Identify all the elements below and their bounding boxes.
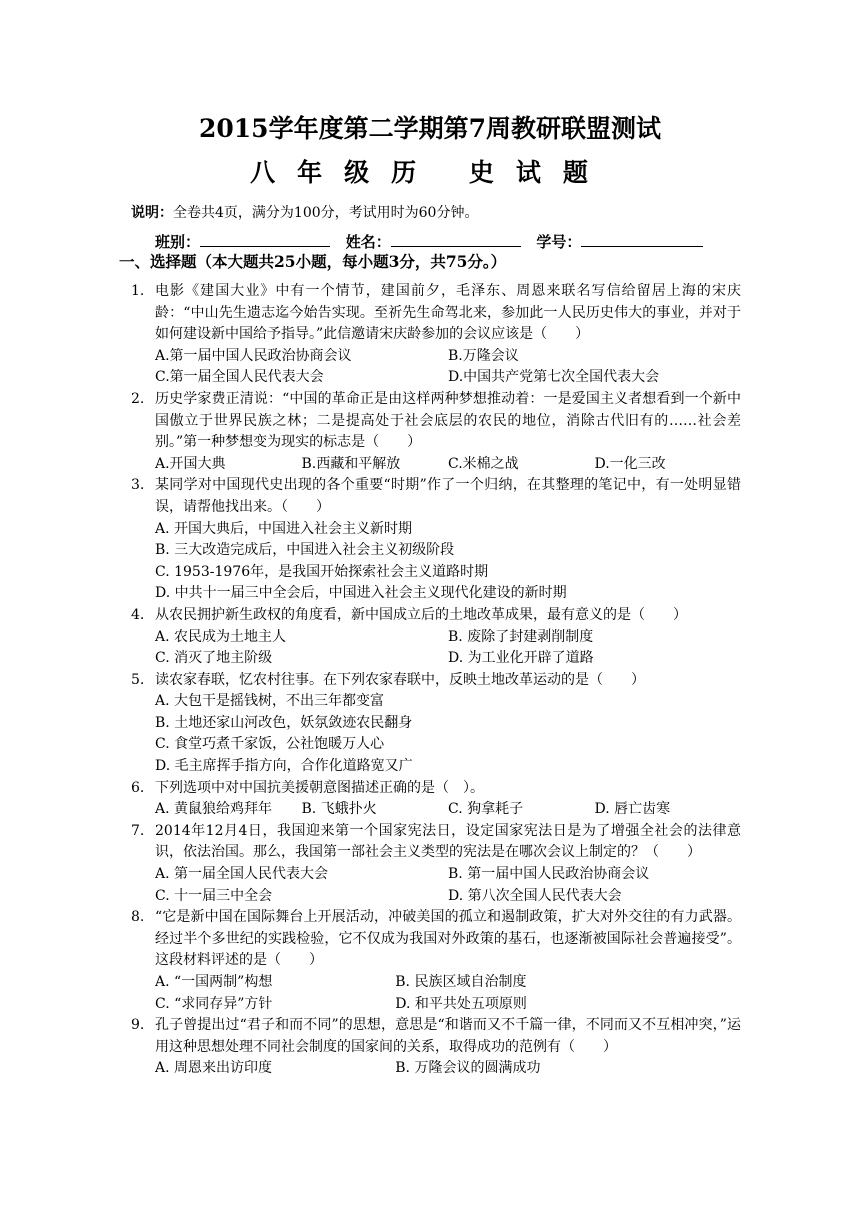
question-number: 6. <box>131 779 145 796</box>
question-9 <box>131 1015 741 1080</box>
class-field[interactable] <box>200 230 330 247</box>
option-c[interactable]: C. 十一届三中全会 <box>155 887 273 904</box>
option-d[interactable]: D. 毛主席挥手指方向，合作化道路宽又广 <box>155 758 413 775</box>
question-4 <box>131 605 741 670</box>
option-d[interactable]: D. 唇亡齿寒 <box>594 801 671 818</box>
number-field[interactable] <box>581 230 703 247</box>
option-b[interactable]: B.西藏和平解放 <box>301 455 401 472</box>
option-b[interactable]: B. 土地还家山河改色，妖氛敛迹农民翻身 <box>155 714 413 731</box>
name-field[interactable] <box>391 230 521 247</box>
option-c[interactable]: C. 食堂巧煮千家饭，公社饱暖万人心 <box>155 736 385 753</box>
question-7 <box>131 821 741 907</box>
question-stem: 孔子曾提出过“君子和而不同”的思想，意思是“和谐而又不千篇一律，不同而又不互相冲突，”运用这种思想处理不同社会制度的国家间的关系，取得成功的范例有（ ） <box>155 1017 741 1055</box>
option-b[interactable]: B. 民族区域自治制度 <box>395 974 527 990</box>
option-a[interactable]: A. 周恩来出访印度 <box>155 1060 273 1077</box>
option-b[interactable]: B. 废除了封建剥削制度 <box>448 628 594 645</box>
option-b[interactable]: B.万隆会议 <box>448 347 519 364</box>
question-stem: 电影《建国大业》中有一个情节，建国前夕，毛泽东、周恩来联名写信给留居上海的宋庆龄：“中山先生遗志迄今始告实现。至祈先生命驾北来，参加此一人民历史伟大的事业，并对于如何建设新中国给予指导。”此信邀请宋庆龄参加的会议应该是（ ） <box>155 283 741 343</box>
option-b[interactable]: B. 三大改造完成后，中国进入社会主义初级阶段 <box>155 542 455 559</box>
option-a[interactable]: A. “一国两制”构想 <box>155 974 273 990</box>
question-options <box>155 799 741 821</box>
exam-subtitle: 八年级历 史试题 <box>250 158 610 187</box>
option-b[interactable]: B. 万隆会议的圆满成功 <box>395 1060 541 1077</box>
option-a[interactable]: A. 第一届全国人民代表大会 <box>155 866 329 883</box>
option-a[interactable]: A. 农民成为土地主人 <box>155 628 287 645</box>
option-b[interactable]: B. 飞蛾扑火 <box>301 801 377 818</box>
question-number: 8. <box>131 909 145 926</box>
option-c[interactable]: C. “求同存异”方针 <box>155 995 273 1012</box>
option-c[interactable]: C. 狗拿耗子 <box>448 801 524 818</box>
option-a[interactable]: A. 开国大典后，中国进入社会主义新时期 <box>155 520 413 537</box>
question-stem: “它是新中国在国际舞台上开展活动，冲破美国的孤立和遏制政策，扩大对外交往的有力武器。经过半个多世纪的实践检验，它不仅成为我国对外政策的基石，也逐渐被国际社会普遍接受”。这段材料评述的是（ ） <box>155 909 741 969</box>
exam-title: 2015学年度第二学期第7周教研联盟测试 <box>199 114 661 143</box>
option-a[interactable]: A.第一届中国人民政治协商会议 <box>155 347 352 364</box>
question-options <box>155 627 741 670</box>
question-options <box>155 346 741 389</box>
option-c[interactable]: C. 消灭了地主阶级 <box>155 650 273 667</box>
question-stem: 读农家春联，忆农村往事。在下列农家春联中，反映土地改革运动的是（ ） <box>155 671 645 688</box>
option-d[interactable]: D. 第八次全国人民代表大会 <box>448 887 622 904</box>
question-2 <box>131 389 741 475</box>
question-stem: 下列选项中对中国抗美援朝意图描述正确的是（ ）。 <box>155 779 484 796</box>
question-5 <box>131 670 741 778</box>
class-label: 班别： <box>155 233 201 251</box>
student-info-row <box>155 230 703 253</box>
option-d[interactable]: D. 中共十一届三中全会后，中国进入社会主义现代化建设的新时期 <box>155 585 567 602</box>
question-number: 4. <box>131 606 145 623</box>
option-a[interactable]: A. 大包干是摇钱树，不出三年都变富 <box>155 693 385 710</box>
option-d[interactable]: D.一化三改 <box>594 455 666 472</box>
question-number: 5. <box>131 671 145 688</box>
question-stem: 某同学对中国现代史出现的各个重要“时期”作了一个归纳，在其整理的笔记中，有一处明显错误，请帮他找出来。（ ） <box>155 477 741 515</box>
question-8 <box>131 907 741 1015</box>
question-options <box>155 864 741 907</box>
option-d[interactable]: D.中国共产党第七次全国代表大会 <box>448 369 660 386</box>
section-heading: 一、选择题（本大题共25小题，每小题3分，共75分。） <box>119 252 507 271</box>
option-d[interactable]: D. 为工业化开辟了道路 <box>448 650 594 667</box>
question-number: 7. <box>131 822 145 839</box>
question-options <box>155 519 741 605</box>
option-c[interactable]: C.米棉之战 <box>448 455 519 472</box>
question-stem: 2014年12月4日，我国迎来第一个国家宪法日，设定国家宪法日是为了增强全社会的法律意识，依法治国。那么，我国第一部社会主义类型的宪法是在哪次会议上制定的？（ ） <box>155 822 741 861</box>
option-a[interactable]: A. 黄鼠狼给鸡拜年 <box>155 801 273 818</box>
question-1 <box>131 281 741 389</box>
question-stem: 从农民拥护新生政权的角度看，新中国成立后的土地改革成果，最有意义的是（ ） <box>155 606 687 623</box>
instructions-text: 全卷共4页，满分为100分，考试用时为60分钟。 <box>173 205 479 221</box>
question-number: 1. <box>131 283 145 299</box>
question-6 <box>131 778 741 821</box>
question-number: 9. <box>131 1017 145 1034</box>
option-d[interactable]: D. 和平共处五项原则 <box>395 995 527 1012</box>
question-stem: 历史学家费正清说：“中国的革命正是由这样两种梦想推动着：一是爱国主义者想看到一个新中国傲立于世界民族之林；二是提高处于社会底层的农民的地位，消除古代旧有的……社会差别。”第一种梦想变为现实的标志是（ ） <box>155 390 741 451</box>
option-b[interactable]: B. 第一届中国人民政治协商会议 <box>448 866 650 883</box>
number-label: 学号： <box>536 233 582 251</box>
option-c[interactable]: C. 1953-1976年，是我国开始探索社会主义道路时期 <box>155 563 489 580</box>
question-options <box>155 972 741 1015</box>
option-a[interactable]: A.开国大典 <box>155 455 226 472</box>
question-options <box>155 691 741 777</box>
question-list <box>131 281 741 1080</box>
question-number: 2. <box>131 390 145 407</box>
exam-instructions <box>131 203 478 223</box>
instructions-label: 说明： <box>131 205 173 221</box>
question-options <box>155 1058 741 1080</box>
question-number: 3. <box>131 477 145 494</box>
option-c[interactable]: C.第一届全国人民代表大会 <box>155 369 324 386</box>
name-label: 姓名： <box>345 233 391 251</box>
question-3 <box>131 475 741 605</box>
question-options <box>155 454 741 476</box>
